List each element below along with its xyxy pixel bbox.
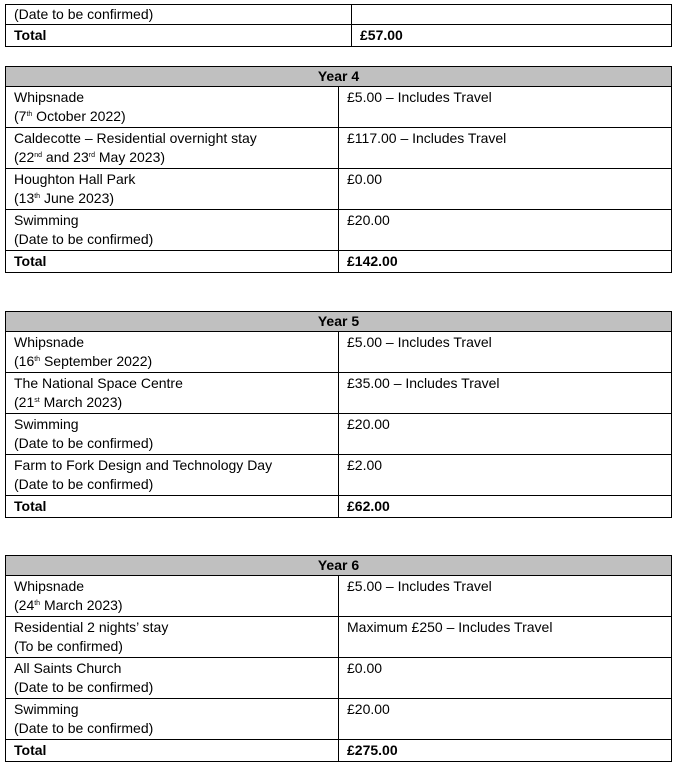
table-row: [6, 373, 672, 414]
year4-costs-table: [5, 66, 672, 273]
activity-date: (22nd and 23rd May 2023): [14, 149, 166, 165]
total-row: [6, 496, 672, 518]
table-row: [6, 455, 672, 496]
year6-costs-table: [5, 555, 672, 762]
activity-cell: [6, 128, 339, 169]
activity-date: (7th October 2022): [14, 108, 126, 124]
table-row: [6, 414, 672, 455]
table-row: [6, 87, 672, 128]
activity-date: (Date to be confirmed): [14, 435, 154, 451]
activity-name: The National Space Centre: [14, 375, 183, 391]
cost-cell: £117.00 – Includes Travel: [339, 128, 672, 169]
activity-cell: [6, 210, 339, 251]
activity-name: Swimming: [14, 212, 79, 228]
cost-cell: £5.00 – Includes Travel: [339, 332, 672, 373]
activity-cell: [6, 5, 352, 25]
cost-cell: £20.00: [339, 414, 672, 455]
activity-date: (21st March 2023): [14, 394, 123, 410]
activity-name: Caldecotte – Residential overnight stay: [14, 130, 257, 146]
total-row: [6, 25, 672, 47]
total-label: Total: [6, 740, 339, 762]
activity-date: (Date to be confirmed): [14, 720, 154, 736]
activity-name: Whipsnade: [14, 578, 85, 594]
table-row: [6, 699, 672, 740]
activity-cell: [6, 414, 339, 455]
year3-costs-table: [5, 4, 672, 47]
cost-cell: [352, 5, 672, 25]
cost-cell: Maximum £250 – Includes Travel: [339, 617, 672, 658]
activity-name: Whipsnade: [14, 89, 85, 105]
activity-date: (Date to be confirmed): [14, 476, 154, 492]
activity-cell: [6, 617, 339, 658]
activity-name: All Saints Church: [14, 660, 122, 676]
activity-name: Farm to Fork Design and Technology Day: [14, 457, 273, 473]
activity-name: Houghton Hall Park: [14, 171, 136, 187]
activity-date: (24th March 2023): [14, 597, 123, 613]
table-row: [6, 169, 672, 210]
cost-cell: £20.00: [339, 699, 672, 740]
activity-cell: [6, 455, 339, 496]
year5-costs-table: [5, 311, 672, 518]
activity-name: Swimming: [14, 416, 79, 432]
activity-date: (Date to be confirmed): [14, 679, 154, 695]
cost-cell: £0.00: [339, 169, 672, 210]
table-row: [6, 576, 672, 617]
cost-cell: £20.00: [339, 210, 672, 251]
activity-date: (Date to be confirmed): [14, 231, 154, 247]
activity-cell: [6, 373, 339, 414]
activity-name: Residential 2 nights’ stay: [14, 619, 169, 635]
cost-cell: £0.00: [339, 658, 672, 699]
total-value: £62.00: [339, 496, 672, 518]
table-row: [6, 5, 672, 25]
total-value: £142.00: [339, 251, 672, 273]
activity-cell: [6, 699, 339, 740]
activity-date: (To be confirmed): [14, 638, 123, 654]
total-value: £57.00: [352, 25, 672, 47]
activity-cell: [6, 658, 339, 699]
total-value: £275.00: [339, 740, 672, 762]
activity-name: Swimming: [14, 701, 79, 717]
activity-cell: [6, 169, 339, 210]
table-row: [6, 128, 672, 169]
total-row: [6, 251, 672, 273]
table-row: [6, 210, 672, 251]
total-label: Total: [6, 25, 352, 47]
activity-date: (Date to be confirmed): [14, 6, 154, 22]
year-heading: Year 4: [6, 67, 672, 87]
year-heading: Year 5: [6, 312, 672, 332]
activity-cell: [6, 87, 339, 128]
total-label: Total: [6, 251, 339, 273]
total-row: [6, 740, 672, 762]
table-row: [6, 658, 672, 699]
activity-cell: [6, 576, 339, 617]
activity-date: (13th June 2023): [14, 190, 115, 206]
activity-date: (16th September 2022): [14, 353, 153, 369]
activity-cell: [6, 332, 339, 373]
activity-name: Whipsnade: [14, 334, 85, 350]
cost-cell: £5.00 – Includes Travel: [339, 87, 672, 128]
cost-cell: £5.00 – Includes Travel: [339, 576, 672, 617]
total-label: Total: [6, 496, 339, 518]
year-heading: Year 6: [6, 556, 672, 576]
table-row: [6, 332, 672, 373]
cost-cell: £2.00: [339, 455, 672, 496]
cost-cell: £35.00 – Includes Travel: [339, 373, 672, 414]
table-row: [6, 617, 672, 658]
